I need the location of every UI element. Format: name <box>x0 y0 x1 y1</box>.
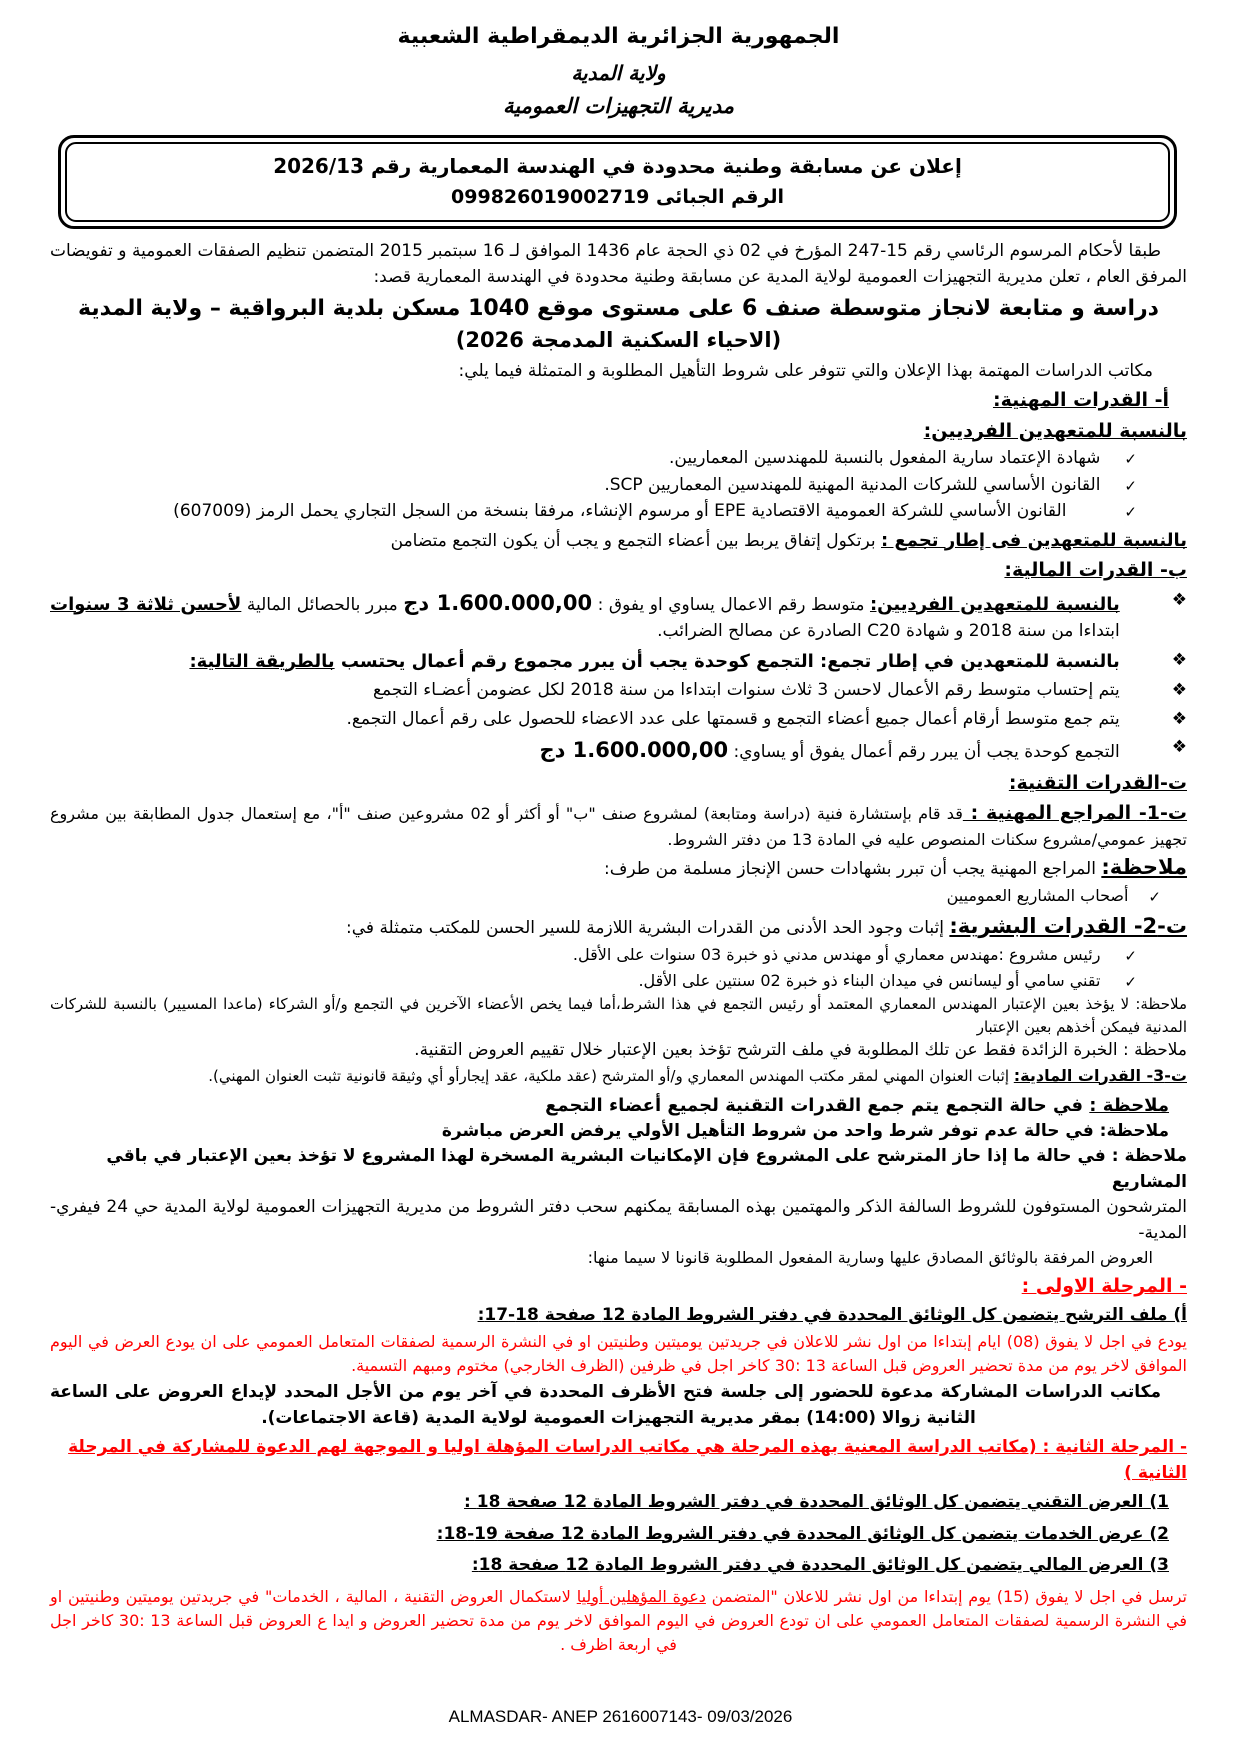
professional-item <box>50 499 1187 525</box>
notice-title: إعلان عن مسابقة وطنية محدودة في الهندسة المعمارية رقم 2026/13 <box>273 153 962 178</box>
text-segment: مبرر بالحصائل المالية <box>241 594 404 615</box>
check-icon: ✓ <box>1124 450 1137 468</box>
check-icon: ✓ <box>1124 503 1137 521</box>
professional-item-text: شهادة الإعتماد سارية المفعول بالنسبة للمهندسين المعماريين. <box>669 448 1101 468</box>
professional-item-text: القانون الأساسي للشركات المدنية المهنية للمهندسين المعماريين SCP. <box>604 474 1101 495</box>
material-capacities-text: إثبات العنوان المهني لمقر مكتب المهندس المعماري و/أو المترشح (عقد ملكية، عقد إيجارأو أي وثيقة قانونية تثبت العنوان المهني). <box>208 1066 1014 1085</box>
note-experience: ملاحظة : الخبرة الزائدة فقط عن تلك المطلوبة في ملف الترشح تؤخذ بعين الإعتبار خلال تقييم العروض التقنية. <box>414 1040 1187 1060</box>
diamond-bullet-icon: ❖ <box>1171 680 1187 700</box>
phase2-offer-line: 1) العرض التقني يتضمن كل الوثائق المحددة في دفتر الشروط المادة 12 صفحة 18 : <box>464 1492 1169 1512</box>
financial-rule-text: يتم جمع متوسط أرقام أعمال جميع أعضاء التجمع و قسمتها على عدد الاعضاء للحصول على رقم أعمال التجمع. <box>346 708 1120 729</box>
diamond-bullet-icon: ❖ <box>1171 708 1187 729</box>
offers-docs-line: العروض المرفقة بالوثائق المصادق عليها وسارية المفعول المطلوبة قانونا لا سيما منها: <box>587 1248 1153 1267</box>
check-icon: ✓ <box>1148 888 1161 906</box>
phase2-offer-line: 2) عرض الخدمات يتضمن كل الوثائق المحددة في دفتر الشروط المادة 12 صفحة 19-18: <box>436 1523 1169 1544</box>
note-references <box>50 852 1187 884</box>
text-segment: ترسل في اجل لا يفوق (15) يوم إبتداءا من اول نشر للاعلان "المتضمن <box>705 1586 1187 1606</box>
financial-individual-item <box>50 588 1187 645</box>
financial-group-total-item <box>50 735 1187 767</box>
text-segment: التجمع كوحدة يجب أن يبرر رقم أعمال يفوق أو يساوي: <box>728 742 1120 762</box>
technical-references-text: قد قام بإستشارة فنية (دراسة ومتابعة) لمشروع صنف "ب" أو أكثر أو 02 مشروعين صنف "أ"، مع إستعمال جدول المطابقة بين مشروع تجهيز عمومي/مشروع سكنات المنصوص عليه في المادة 13 من دفتر الشروط. <box>50 804 1187 849</box>
technical-references-paragraph <box>50 799 1187 852</box>
human-capacities-text: إثبات وجود الحد الأدنى من القدرات البشرية اللازمة للسير الحسن للمكتب متمثلة في: <box>346 917 950 938</box>
phase2-offer-line: 3) العرض المالي يتضمن كل الوثائق المحددة في دفتر الشروط المادة 12 صفحة 18: <box>471 1555 1169 1575</box>
header-directorate: مديرية التجهيزات العمومية <box>503 94 734 118</box>
notice-box <box>58 135 1177 230</box>
human-capacities-paragraph <box>50 911 1187 943</box>
note-references-item <box>50 884 1187 909</box>
phase1-file-line: أ) ملف الترشح يتضمن كل الوثائق المحددة في دفتر الشروط المادة 12 صفحة 18-17: <box>477 1304 1187 1325</box>
financial-group-underlined: بالطريقة التالية: <box>189 650 335 672</box>
group-bidders-line <box>50 527 1187 555</box>
phase1-deposit-paragraph: يودع في اجل لا يفوق (08) ايام إبتداءا من اول نشر للاعلان في جريدتين يوميتين وطنيتين او في النشرة الرسمية لصفقات المتعامل العمومي على ان يودع العرض في اليوم الموافق لاخر يوم من مدة تحضير العروض قبل الساعة ‪30: 13‬ كاخر اجل في ظرفين (الظرف الخارجي) مختوم ومبهم التسمية. <box>50 1332 1187 1375</box>
fiscal-id: الرقم الجبائى 099826019002719 <box>451 185 784 208</box>
check-icon: ✓ <box>1124 947 1137 965</box>
individual-bidders-heading: بالنسبة للمتعهدين الفرديين: <box>923 419 1187 442</box>
section-professional-heading: أ- القدرات المهنية: <box>992 389 1169 411</box>
withdraw-paragraph: المترشحون المستوفون للشروط السالفة الذكر والمهتمين بهذه المسابقة يمكنهم سحب دفتر الشروط من مديرية التجهيزات العمومية لولاية المدية حي 24 فيفري-المدية- <box>50 1197 1187 1243</box>
project-title: دراسة و متابعة لانجاز متوسطة صنف 6 على مستوى موقع 1040 مسكن بلدية البرواقية – ولاية المدية <box>78 296 1159 321</box>
note-awarded: ملاحظة : في حالة ما إذا حاز المترشح على المشروع فإن الإمكانيات البشرية المسخرة لهذا المشروع لا تؤخذ بعين الإعتبار في باقي المشاريع <box>106 1146 1187 1192</box>
financial-group-item <box>50 648 1187 676</box>
note-references-item-text: أصحاب المشاريع العموميين <box>946 886 1129 905</box>
section-technical-heading: ت-القدرات التقنية: <box>1008 771 1187 794</box>
text-segment: لاستكمال العروض التقنية ، المالية ، الخدمات" في جريدتين يوميتين وطنيتين او في النشرة الرسمية لصفقات المتعامل العمومي على ان تودع العروض في اليوم الموافق لاخر يوم من مدة تحضير العروض و ايدا ع العروض قبل الساعة ‪30: 13‬ كاخر اجل في اربعة اظرف . <box>50 1586 1188 1654</box>
check-icon: ✓ <box>1124 476 1137 495</box>
legal-intro-paragraph: طبقا لأحكام المرسوم الرئاسي رقم 15-247 المؤرخ في 02 ذي الحجة عام 1436 الموافق لـ 16 سبتمبر 2015 المتضمن تنظيم الصفقات العمومية و تفويضات المرفق العام ، تعلن مديرية التجهيزات العمومية لولاية المدية عن مسابقة وطنية محدودة في الهندسة المعمارية قصد: <box>50 241 1187 287</box>
text-segment: متوسط رقم الاعمال يساوي او يفوق : <box>592 594 870 615</box>
header-wilaya: ولاية المدية <box>571 61 666 85</box>
financial-rule-item <box>50 707 1187 733</box>
note-members: ملاحظة: لا يؤخذ بعين الإعتبار المهندس المعماري المعتمد أو رئيس التجمع في هذا الشرط،أما فيما يخص الأعضاء الآخرين في التجمع و/أو الشركاء (ماعدا المسيير) بالنسبة للشركات المدنية فيمكن أخذهم بعين الإعتبار <box>50 995 1187 1036</box>
check-icon: ✓ <box>1124 972 1137 991</box>
human-capacities-label: ت-2- القدرات البشرية: <box>949 913 1187 938</box>
note-reject: ملاحظة: في حالة عدم توفر شرط واحد من شروط التأهيل الأولي يرفض العرض مباشرة <box>441 1120 1169 1141</box>
phase2-send-paragraph <box>50 1585 1187 1657</box>
diamond-bullet-icon: ❖ <box>1171 649 1187 670</box>
interested-line: مكاتب الدراسات المهتمة بهذا الإعلان والتي تتوفر على شروط التأهيل المطلوبة و المتمثلة فيما يلي: <box>458 360 1153 381</box>
note-label: ملاحظة: <box>1101 854 1187 879</box>
financial-group-total-content <box>539 735 1119 767</box>
best-three-years-emphasis: لأحسن ثلاثة 3 سنوات <box>50 593 242 615</box>
note-text: المراجع المهنية يجب أن تبرر بشهادات حسن الإنجاز مسلمة من طرف: <box>604 858 1102 879</box>
amount-value: 1.600.000,00 دج <box>403 590 593 615</box>
technical-references-label: ت-1- المراجع المهنية : <box>962 802 1188 824</box>
note-text: في حالة التجمع يتم جمع القدرات التقنية لجميع أعضاء التجمع <box>545 1094 1090 1116</box>
group-bidders-text: برتكول إتفاق يربط بين أعضاء التجمع و يجب أن يكون التجمع متضامن <box>390 530 881 551</box>
financial-rule-item <box>50 678 1187 704</box>
human-item-text: تقني سامي أو ليسانس في ميدان البناء ذو خبرة 02 سنتين على الأقل. <box>638 970 1101 990</box>
financial-group-bold: بالنسبة للمتعهدين في إطار تجمع: التجمع كوحدة يجب أن يبرر مجموع رقم أعمال يحتسب <box>334 650 1120 672</box>
header-republic: الجمهورية الجزائرية الديمقراطية الشعبية <box>397 24 840 49</box>
phase1-opening-paragraph: مكاتب الدراسات المشاركة مدعوة للحضور إلى جلسة فتح الأظرف المحددة في آخر يوم من الأجل المحدد لإيداع العروض على الساعة الثانية زوالا (14:00) بمقر مديرية التجهيزات العمومية لولاية المدية (قاعة الاجتماعات). <box>50 1382 1161 1428</box>
footer-reference: ALMASDAR- ANEP 2616007143- 09/03/2026 <box>448 1706 793 1726</box>
financial-individual-label: بالنسبة للمتعهدين الفرديين: <box>869 593 1120 615</box>
project-subtitle: (الاحياء السكنية المدمجة 2026) <box>455 328 782 352</box>
qualified-invitation-underlined: دعوة المؤهلين أوليا <box>576 1586 706 1606</box>
financial-group-content <box>189 648 1119 676</box>
professional-item <box>50 446 1187 472</box>
note-label: ملاحظة : <box>1089 1094 1169 1116</box>
amount-value: 1.600.000,00 دج <box>539 738 729 762</box>
human-item <box>50 943 1187 968</box>
material-capacities-paragraph <box>50 1064 1187 1088</box>
professional-item <box>50 473 1187 499</box>
group-bidders-label: بالنسبة للمتعهدين فى إطار تجمع : <box>881 529 1187 551</box>
human-item-text: رئيس مشروع :مهندس معماري أو مهندس مدني ذو خبرة 03 سنوات على الأقل. <box>572 945 1101 964</box>
section-financial-heading: ب- القدرات المالية: <box>1004 559 1187 581</box>
professional-item-text: القانون الأساسي للشركة العمومية الاقتصادية EPE أو مرسوم الإنشاء، مرفقا بنسخة من السجل التجاري يحمل الرمز (607009) <box>173 501 1067 521</box>
diamond-bullet-icon: ❖ <box>1171 589 1187 610</box>
notice-box-inner <box>65 142 1170 223</box>
text-segment: ابتداءا من سنة 2018 و شهادة C20 الصادرة عن مصالح الضرائب. <box>657 621 1120 641</box>
material-capacities-label: ت-3- القدرات المادية: <box>1013 1065 1187 1085</box>
financial-individual-content <box>50 588 1120 645</box>
phase1-heading: - المرحلة الاولى : <box>1021 1275 1187 1297</box>
note-group-sum <box>50 1092 1169 1119</box>
financial-rule-text: يتم إحتساب متوسط رقم الأعمال لاحسن 3 ثلاث سنوات ابتداءا من سنة 2018 لكل عضومن أعضـاء التجمع <box>372 680 1120 700</box>
phase2-heading: - المرحلة الثانية : (مكاتب الدراسة المعنية بهذه المرحلة هي مكاتب الدراسات المؤهلة اوليا و الموجهة لهم الدعوة للمشاركة في المرحلة الثانية ) <box>68 1437 1187 1483</box>
human-item <box>50 969 1187 994</box>
diamond-bullet-icon: ❖ <box>1171 737 1187 757</box>
